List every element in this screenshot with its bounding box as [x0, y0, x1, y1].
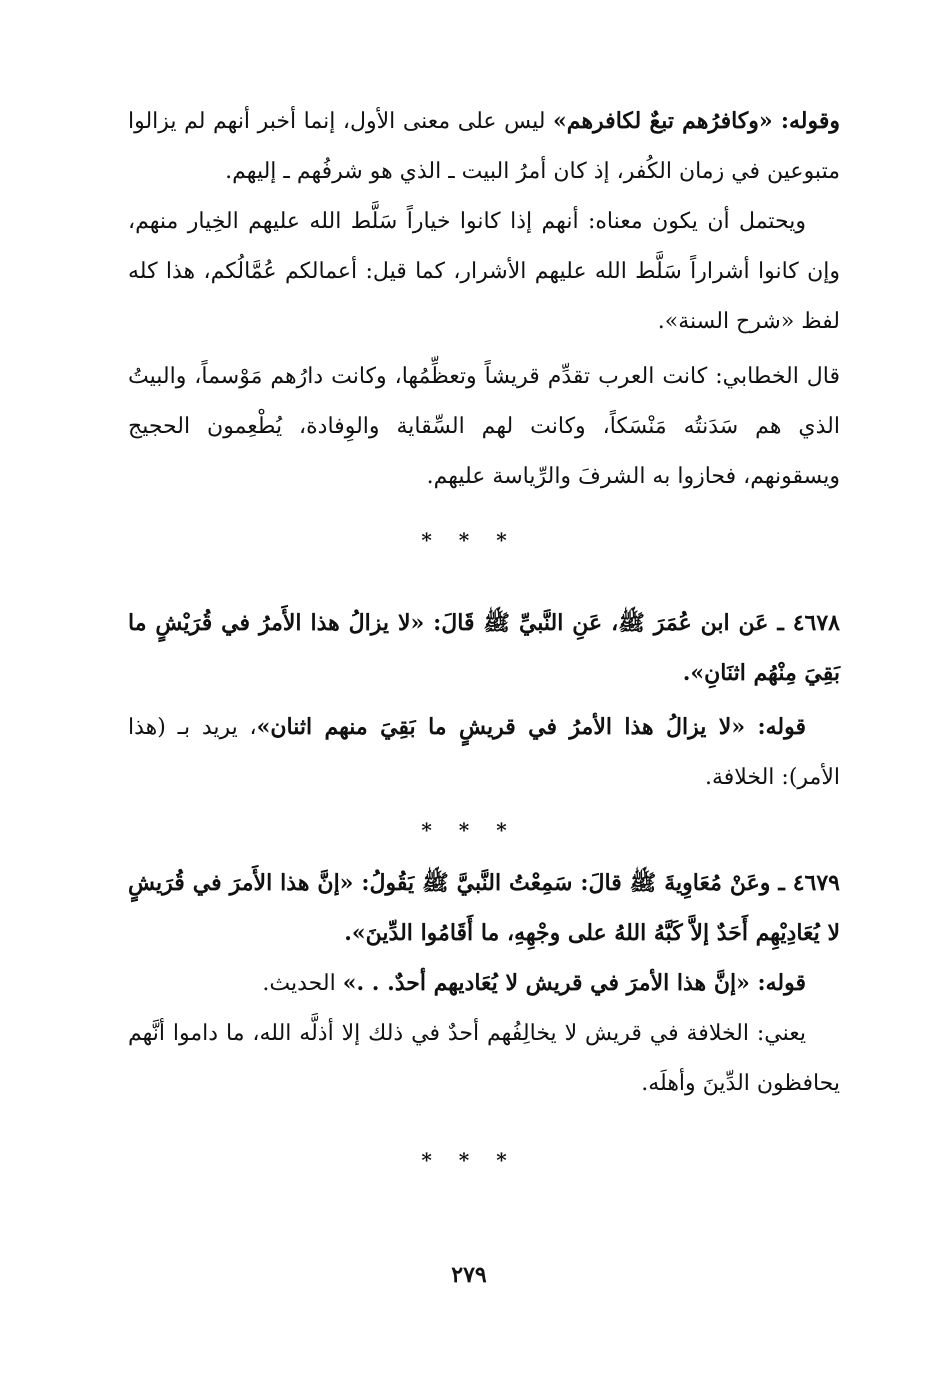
- paragraph-1-lead: وقوله: «وكافرُهم تبعٌ لكافرهم»: [553, 108, 840, 134]
- section-separator-1: * * *: [421, 528, 517, 552]
- page-number: ٢٧٩: [451, 1262, 487, 1288]
- hadith-4678-comment: [128, 702, 840, 803]
- commentary-block-2: [128, 352, 840, 502]
- hadith-4679-comment-lead: قوله: «إنَّ هذا الأمرَ في قريش لا يُعَاديهم أحدٌ. . .»: [342, 970, 806, 996]
- hadith-4678-comment-lead: قوله: «لا يزالُ هذا الأمرُ في قريشٍ ما بَقِيَ منهم اثنان»: [256, 714, 806, 740]
- hadith-4679-block: [128, 858, 840, 1109]
- section-separator-3: * * *: [421, 1148, 517, 1172]
- paragraph-1: [128, 96, 840, 197]
- hadith-4679-comment: [128, 958, 840, 1009]
- section-separator-2: * * *: [421, 818, 517, 842]
- hadith-4679-explanation: يعني: الخلافة في قريش لا يخالِفُهم أحدٌ في ذلك إلا أذلَّه الله، ما داموا أنَّهم يحافظون الدِّينَ وأهلَه.: [128, 1021, 840, 1096]
- hadith-4679-text: ٤٦٧٩ ـ وعَنْ مُعَاوِيةَ ﷺ قالَ: سَمِعْتُ النَّبيَّ ﷺ يَقُولُ: «إنَّ هذا الأَمرَ في قُرَيشٍ لا يُعَادِيْهِم أَحَدٌ إلاَّ كَبَّهُ اللهُ على وجْهِهِ، ما أَقَامُوا الدِّينَ».: [128, 870, 840, 946]
- hadith-4678-block: [128, 598, 840, 803]
- hadith-4678-text: ٤٦٧٨ ـ عَن ابن عُمَرَ ﷺ، عَنِ النَّبيِّ ﷺ قَالَ: «لا يزالُ هذا الأَمرُ في قُرَيْشٍ ما بَقِيَ مِنْهُم اثنَانِ».: [128, 610, 840, 686]
- hadith-4678-comment-text: ، يريد بـ (هذا الأمر): الخلافة.: [128, 715, 840, 790]
- paragraph-2: ويحتمل أن يكون معناه: أنهم إذا كانوا خياراً سَلَّط الله عليهم الخِيار منهم، وإن كانوا أشراراً سَلَّط الله عليهم الأشرار، كما قيل: أعمالكم عُمَّالُكم، هذا كله لفظ «شرح السنة».: [128, 209, 840, 334]
- paragraph-3: قال الخطابي: كانت العرب تقدِّم قريشاً وتعظِّمُها، وكانت دارُهم مَوْسماً، والبيتُ الذي هم سَدَنتُه مَنْسَكاً، وكانت لهم السِّقاية والوِفادة، يُطْعِمون الحجيج ويسقونهم، فحازوا به الشرفَ والرِّياسة عليهم.: [128, 364, 840, 489]
- hadith-4679-comment-text: الحديث.: [262, 971, 343, 996]
- paragraph-1-text: ليس على معنى الأول، إنما أخبر أنهم لم يزالوا متبوعين في زمان الكُفر، إذ كان أمرُ البيت ـ الذي هو شرفُهم ـ إليهم.: [128, 109, 840, 184]
- commentary-block-1: [128, 96, 840, 347]
